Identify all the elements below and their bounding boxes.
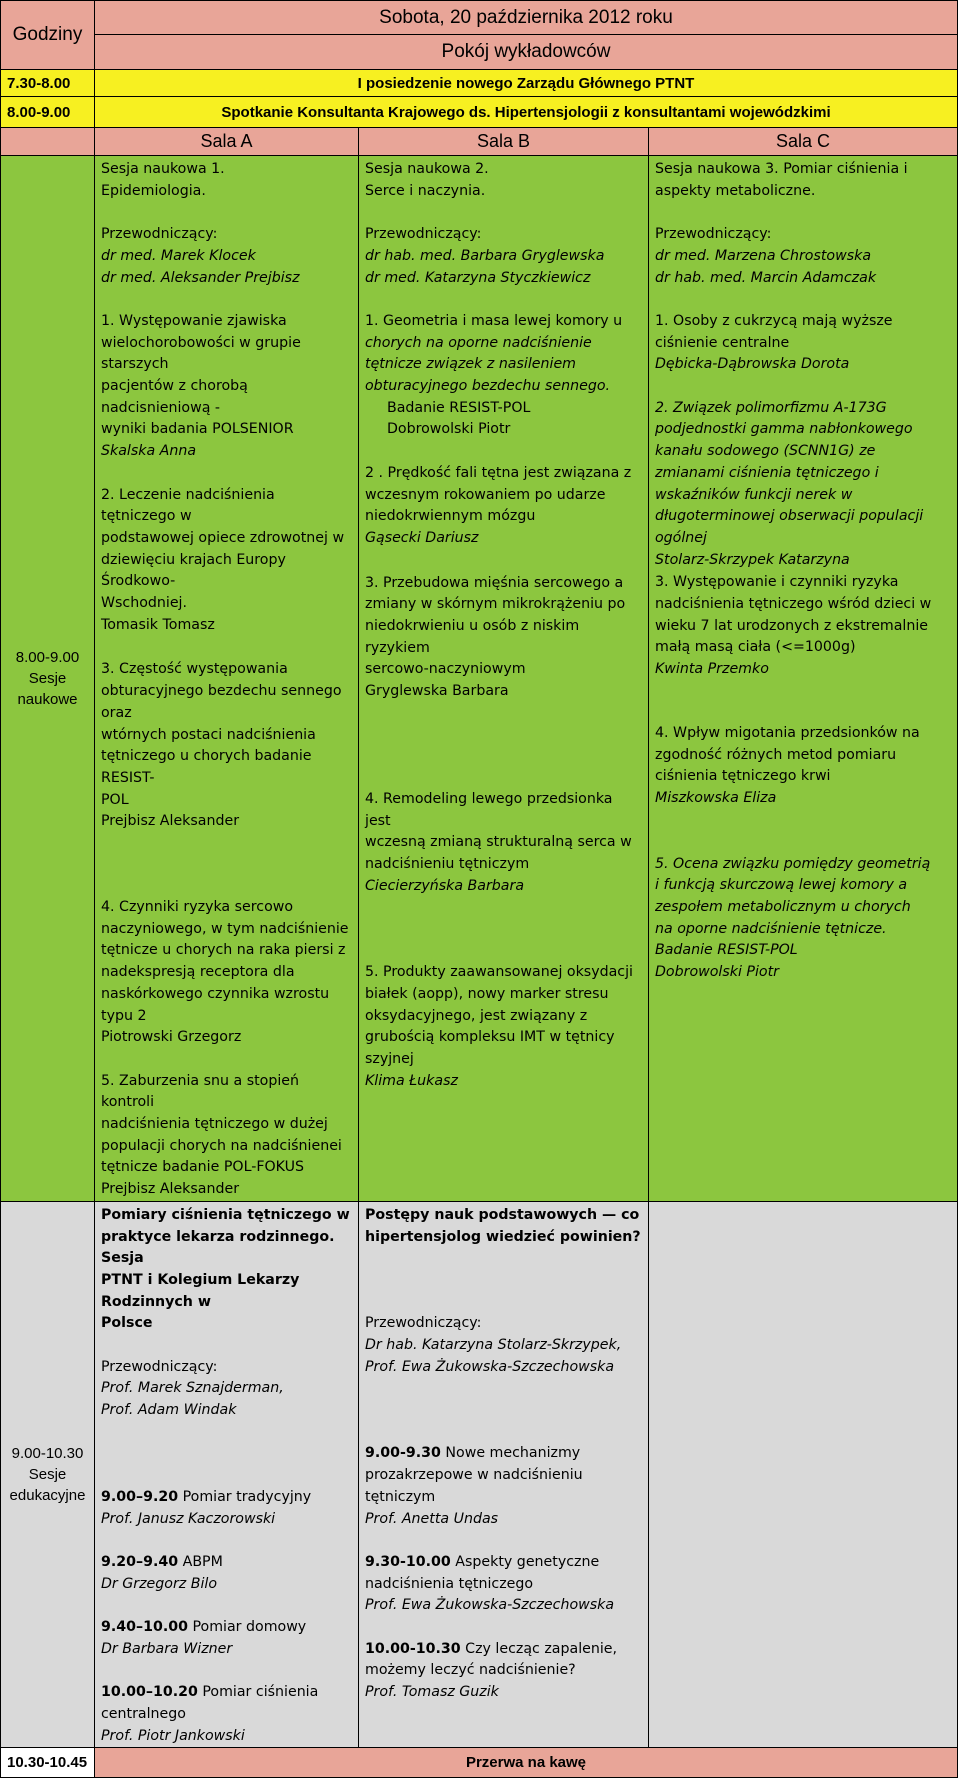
edu-a1-text: Pomiar tradycyjny <box>178 1488 312 1505</box>
talk-a2-author: Tomasik Tomasz <box>101 616 215 633</box>
talk-a4-author: Piotrowski Grzegorz <box>101 1029 242 1046</box>
talk-a5-line: tętnicze badanie POL-FOKUS <box>101 1159 304 1176</box>
talk-b1-line: tętnicze związek z nasileniem <box>365 356 576 373</box>
talk-a2-line: Wschodniej. <box>101 595 188 612</box>
edu-b1-text: prozakrzepowe w nadciśnieniu <box>365 1467 583 1484</box>
edu-a3-author: Dr Barbara Wizner <box>101 1640 233 1657</box>
talk-c5-author: Dobrowolski Piotr <box>655 964 779 981</box>
edu-a1-time: 9.00–9.20 <box>101 1488 179 1505</box>
board-meeting: I posiedzenie nowego Zarządu Głównego PTNT <box>95 70 958 97</box>
talk-b1-author: Dobrowolski Piotr <box>387 421 511 438</box>
talk-c5-line: Badanie RESIST-POL <box>655 942 798 959</box>
talk-b2-line: wczesnym rokowaniem po udarze <box>365 486 606 503</box>
talk-b4-line: 4. Remodeling lewego przedsionka jest <box>365 790 613 829</box>
talk-c2-line: kanału sodowego (SCNN1G) ze <box>655 443 876 460</box>
talk-a5-line: populacji chorych na nadciśnienei <box>101 1137 342 1154</box>
talk-b4-line: nadciśnieniu tętniczym <box>365 855 530 872</box>
talk-a5-line: 5. Zaburzenia snu a stopień kontroli <box>101 1072 299 1111</box>
talk-b5-line: białek (aopp), nowy marker stresu <box>365 986 609 1003</box>
talk-b1-line: Badanie RESIST-POL <box>387 399 531 416</box>
edu-a-title: PTNT i Kolegium Lekarzy Rodzinnych w <box>101 1271 300 1310</box>
talk-b1-line: 1. Geometria i masa lewej komory u <box>365 312 623 329</box>
room-b-header: Sala B <box>359 128 649 156</box>
science-time <box>1 156 95 1202</box>
session-a <box>95 156 359 1202</box>
consultant-meeting: Spotkanie Konsultanta Krajowego ds. Hipertensjologii z konsultantami wojewódzkimi <box>95 97 958 128</box>
talk-b1-line: chorych na oporne nadciśnienie <box>365 334 592 351</box>
edu-session-a <box>95 1201 359 1747</box>
edu-a-title: Polsce <box>101 1315 153 1332</box>
break-time: 10.30-10.45 <box>1 1748 95 1778</box>
edu-b1-text: tętniczym <box>365 1488 436 1505</box>
session-c-subtitle: aspekty metaboliczne. <box>655 182 816 199</box>
hours-header: Godziny <box>1 1 95 70</box>
talk-b2-line: 2 . Prędkość fali tętna jest związana z <box>365 464 632 481</box>
room-a-header: Sala A <box>95 128 359 156</box>
session-a-chair-1: dr med. Marek Klocek <box>101 247 256 264</box>
edu-a4-author: Prof. Piotr Jankowski <box>101 1727 245 1744</box>
talk-a3-line: wtórnych postaci nadciśnienia <box>101 726 316 743</box>
talk-a1-author: Skalska Anna <box>101 443 197 460</box>
session-a-title: Sesja naukowa 1. <box>101 161 225 177</box>
edu-b-chair-1: Dr hab. Katarzyna Stolarz-Skrzypek, <box>365 1336 622 1353</box>
talk-a3-line: POL <box>101 791 129 808</box>
talk-a3-line: tętniczego u chorych badanie RESIST- <box>101 748 312 786</box>
talk-c3-line: wieku 7 lat urodzonych z ekstremalnie <box>655 617 929 634</box>
session-b-subtitle: Serce i naczynia. <box>365 182 486 199</box>
room-header: Pokój wykładowców <box>95 35 958 70</box>
talk-c3-line: nadciśnienia tętniczego wśród dzieci w <box>655 596 932 613</box>
talk-a4-line: naczyniowego, w tym nadciśnienie <box>101 920 349 937</box>
session-b-chair-2: dr med. Katarzyna Styczkiewicz <box>365 269 591 286</box>
talk-c2-author: Stolarz-Skrzypek Katarzyna <box>655 551 850 568</box>
talk-a5-author: Prejbisz Aleksander <box>101 1181 240 1198</box>
talk-b4-line: wczesną zmianą strukturalną serca w <box>365 834 632 851</box>
talk-b1-line: obturacyjnego bezdechu sennego. <box>365 378 611 394</box>
talk-a2-line: dziewięciu krajach Europy Środkowo- <box>101 551 286 590</box>
talk-c2-line: ogólnej <box>655 529 707 546</box>
edu-a3-time: 9.40–10.00 <box>101 1619 188 1636</box>
science-label-1: Sesje <box>28 669 67 687</box>
edu-a1-author: Prof. Janusz Kaczorowski <box>101 1510 276 1527</box>
session-c-chair-1: dr med. Marzena Chrostowska <box>655 247 872 264</box>
edu-b2-time: 9.30-10.00 <box>365 1553 451 1570</box>
edu-b2-text: Aspekty genetyczne <box>450 1553 600 1570</box>
talk-a4-line: naskórkowego czynnika wzrostu typu 2 <box>101 985 330 1024</box>
talk-b3-line: 3. Przebudowa mięśnia sercowego a <box>365 574 624 591</box>
talk-c5-line: 5. Ocena związku pomiędzy geometrią <box>655 855 931 872</box>
session-a-chair-label: Przewodniczący: <box>101 226 218 243</box>
session-c-chair-2: dr hab. med. Marcin Adamczak <box>655 269 877 286</box>
talk-a3-line: 3. Częstość występowania <box>101 661 288 678</box>
edu-a-chair-2: Prof. Adam Windak <box>101 1402 237 1419</box>
talk-c4-author: Miszkowska Eliza <box>655 789 777 806</box>
date-header: Sobota, 20 października 2012 roku <box>95 1 958 35</box>
talk-b5-line: grubością kompleksu IMT w tętnicy <box>365 1029 615 1046</box>
edu-a4-text: Pomiar ciśnienia <box>197 1684 319 1701</box>
edu-a3-text: Pomiar domowy <box>187 1619 307 1636</box>
talk-b5-author: Klima Łukasz <box>365 1072 458 1089</box>
talk-c2-line: długoterminowej obserwacji populacji <box>655 508 924 525</box>
edu-session-b <box>359 1201 649 1747</box>
talk-a1-line: 1. Występowanie zjawiska <box>101 312 287 329</box>
time-7-30: 7.30-8.00 <box>1 70 95 97</box>
talk-a1-line: pacjentów z chorobą nadcisnieniową - <box>101 378 248 416</box>
edu-session-c-empty <box>649 1201 958 1747</box>
talk-c5-line: i funkcją skurczową lewej komory a <box>655 877 908 894</box>
talk-b5-line: oksydacyjnego, jest związany z <box>365 1007 588 1024</box>
edu-a-title: praktyce lekarza rodzinnego. Sesja <box>101 1228 335 1267</box>
talk-c4-line: zgodność różnych metod pomiaru <box>655 746 897 763</box>
talk-c1-author: Dębicka-Dąbrowska Dorota <box>655 356 850 373</box>
talk-c2-line: wskaźników funkcji nerek w <box>655 486 853 503</box>
talk-c2-line: 2. Związek polimorfizmu A-173G <box>655 399 887 416</box>
science-time-range: 8.00-9.00 <box>15 648 80 666</box>
edu-b1-time: 9.00-9.30 <box>365 1445 441 1462</box>
talk-b2-line: niedokrwiennym mózgu <box>365 508 536 525</box>
talk-b2-author: Gąsecki Dariusz <box>365 529 479 546</box>
edu-time <box>1 1201 95 1747</box>
edu-a4-time: 10.00–10.20 <box>101 1684 198 1701</box>
rooms-blank <box>1 128 95 156</box>
talk-c4-line: ciśnienia tętniczego krwi <box>655 768 831 785</box>
edu-b1-author: Prof. Anetta Undas <box>365 1510 499 1527</box>
talk-c5-line: zespołem metabolicznym u chorych <box>655 899 911 916</box>
session-c-chair-label: Przewodniczący: <box>655 226 772 243</box>
edu-a-chair-label: Przewodniczący: <box>101 1358 218 1375</box>
talk-a2-line: podstawowej opiece zdrowotnej w <box>101 529 345 546</box>
session-b-chair-label: Przewodniczący: <box>365 226 482 243</box>
talk-c1-line: ciśnienie centralne <box>655 334 790 351</box>
talk-a3-line: obturacyjnego bezdechu sennego oraz <box>101 683 342 721</box>
edu-b-chair-2: Prof. Ewa Żukowska-Szczechowska <box>365 1358 615 1375</box>
talk-a1-line: wielochorobowości w grupie starszych <box>101 334 301 373</box>
talk-b5-line: szyjnej <box>365 1051 414 1068</box>
session-a-subtitle: Epidemiologia. <box>101 182 206 199</box>
talk-b3-line: niedokrwieniu u osób z niskim ryzykiem <box>365 618 580 656</box>
talk-b3-line: zmiany w skórnym mikrokrążeniu po <box>365 596 626 613</box>
edu-b3-author: Prof. Tomasz Guzik <box>365 1684 499 1701</box>
edu-a2-text: ABPM <box>178 1553 223 1570</box>
talk-a1-line: wyniki badania POLSENIOR <box>101 421 294 438</box>
talk-c2-line: zmianami ciśnienia tętniczego i <box>655 464 879 481</box>
edu-b3-text: Czy lecząc zapalenie, <box>460 1640 618 1657</box>
edu-b1-text: Nowe mechanizmy <box>440 1445 581 1462</box>
talk-c4-line: 4. Wpływ migotania przedsionków na <box>655 724 920 741</box>
edu-label-2: edukacyjne <box>9 1487 86 1505</box>
talk-b3-line: sercowo-naczyniowym <box>365 661 526 678</box>
edu-b-title: Postępy nauk podstawowych — co <box>365 1206 640 1223</box>
talk-a3-author: Prejbisz Aleksander <box>101 813 240 830</box>
edu-a-chair-1: Prof. Marek Sznajderman, <box>101 1380 284 1397</box>
edu-a2-time: 9.20–9.40 <box>101 1553 179 1570</box>
talk-b5-line: 5. Produkty zaawansowanej oksydacji <box>365 964 633 981</box>
coffee-break: Przerwa na kawę <box>95 1748 958 1778</box>
edu-time-range: 9.00-10.30 <box>11 1445 84 1463</box>
talk-a4-line: 4. Czynniki ryzyka sercowo <box>101 899 294 916</box>
edu-label-1: Sesje <box>28 1466 67 1484</box>
session-b-title: Sesja naukowa 2. <box>365 161 489 177</box>
session-b-chair-1: dr hab. med. Barbara Gryglewska <box>365 247 605 264</box>
talk-a5-line: nadciśnienia tętniczego w dużej <box>101 1116 328 1133</box>
session-b <box>359 156 649 1202</box>
edu-a-title: Pomiary ciśnienia tętniczego w <box>101 1206 350 1223</box>
edu-b3-time: 10.00-10.30 <box>365 1640 461 1657</box>
edu-b2-author: Prof. Ewa Żukowska-Szczechowska <box>365 1597 615 1614</box>
talk-b3-author: Gryglewska Barbara <box>365 683 509 700</box>
edu-b3-text: możemy leczyć nadciśnienie? <box>365 1662 576 1679</box>
talk-c3-author: Kwinta Przemko <box>655 661 769 678</box>
talk-c5-line: na oporne nadciśnienie tętnicze. <box>655 920 887 937</box>
session-c-title: Sesja naukowa 3. Pomiar ciśnienia i <box>655 161 908 177</box>
edu-b2-text: nadciśnienia tętniczego <box>365 1575 534 1592</box>
room-c-header: Sala C <box>649 128 958 156</box>
talk-c3-line: małą masą ciała (<=1000g) <box>655 639 856 656</box>
session-c <box>649 156 958 1202</box>
edu-a4-text: centralnego <box>101 1705 186 1722</box>
talk-c3-line: 3. Występowanie i czynniki ryzyka <box>655 574 899 591</box>
session-a-chair-2: dr med. Aleksander Prejbisz <box>101 269 300 286</box>
time-8-00: 8.00-9.00 <box>1 97 95 128</box>
talk-c2-line: podjednostki gamma nabłonkowego <box>655 421 913 438</box>
edu-b-title: hipertensjolog wiedzieć powinien? <box>365 1228 641 1245</box>
talk-b4-author: Ciecierzyńska Barbara <box>365 877 525 894</box>
talk-a2-line: 2. Leczenie nadciśnienia tętniczego w <box>101 486 275 525</box>
science-label-2: naukowe <box>17 690 78 708</box>
edu-a2-author: Dr Grzegorz Bilo <box>101 1575 218 1592</box>
edu-b-chair-label: Przewodniczący: <box>365 1315 482 1332</box>
talk-a4-line: tętnicze u chorych na raka piersi z <box>101 942 346 959</box>
talk-a4-line: nadekspresją receptora dla <box>101 964 295 981</box>
talk-c1-line: 1. Osoby z cukrzycą mają wyższe <box>655 312 893 329</box>
